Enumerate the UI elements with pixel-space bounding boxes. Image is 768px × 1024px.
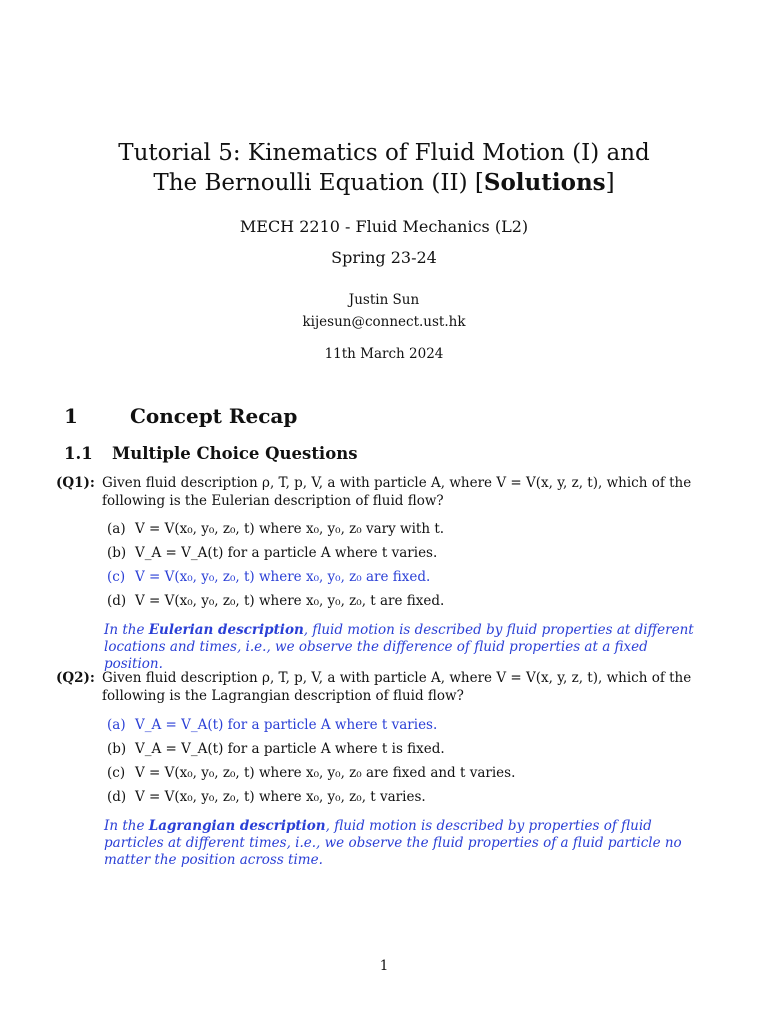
question-text: Given fluid description ρ, T, p, V, a with particle A, where V = V(x, y, z, t), which of the following is the Eulerian description of fluid flow? (102, 475, 692, 509)
explanation-text: , fluid motion is described by properties of fluid particles at different times, i.e., we observe the fluid properties of a fluid particle no matter the position across time. (104, 818, 682, 868)
option-text: V = V(x₀, y₀, z₀, t) where x₀, y₀, z₀, t varies. (135, 789, 426, 805)
explanation-term: Eulerian description (148, 622, 304, 638)
q2-option-d (107, 788, 707, 806)
q2-explanation (104, 818, 707, 869)
question-2 (56, 669, 706, 705)
subsection-number: 1.1 (64, 444, 93, 463)
title-solutions: Solutions (483, 169, 606, 196)
paper-title (0, 138, 768, 198)
q2-option-c (107, 764, 707, 782)
q2-option-b (107, 740, 707, 758)
q1-option-d (107, 592, 707, 610)
q1-option-c-answer (107, 568, 707, 586)
q2-option-a-answer (107, 716, 707, 734)
term: Spring 23-24 (331, 248, 437, 267)
question-label: (Q1): (56, 475, 95, 491)
option-letter: (a) (107, 717, 126, 733)
explanation-text: , fluid motion is described by fluid properties at different locations and times, i.e., we observe the difference of fluid properties at a fixed position. (104, 622, 694, 672)
title-line-2-close: ] (605, 170, 615, 196)
page-number: 1 (379, 958, 389, 974)
option-letter: (c) (107, 569, 126, 585)
explanation-text: In the (104, 622, 149, 638)
option-text: V_A = V_A(t) for a particle A where t varies. (135, 545, 438, 561)
option-text: V_A = V_A(t) for a particle A where t varies. (135, 717, 438, 733)
option-text: V = V(x₀, y₀, z₀, t) where x₀, y₀, z₀ are fixed. (135, 569, 431, 585)
option-text: V = V(x₀, y₀, z₀, t) where x₀, y₀, z₀ vary with t. (135, 521, 445, 537)
paper-date: 11th March 2024 (324, 346, 444, 362)
option-letter: (d) (107, 593, 127, 609)
option-letter: (b) (107, 741, 127, 757)
section-number: 1 (64, 404, 78, 428)
q1-explanation (104, 622, 707, 673)
question-text: Given fluid description ρ, T, p, V, a with particle A, where V = V(x, y, z, t), which of the following is the Lagrangian description of fluid flow? (102, 670, 692, 704)
explanation-text: In the (104, 818, 149, 834)
option-letter: (d) (107, 789, 127, 805)
title-line-2-text: The Bernoulli Equation (II) [ (153, 170, 484, 196)
subsection-heading-1-1 (64, 444, 358, 463)
q1-option-b (107, 544, 707, 562)
course-name: MECH 2210 - Fluid Mechanics (L2) (239, 217, 529, 236)
q1-option-a (107, 520, 707, 538)
title-line-1: Tutorial 5: Kinematics of Fluid Motion (I) and (118, 140, 650, 166)
section-title: Concept Recap (130, 404, 298, 428)
option-letter: (a) (107, 521, 126, 537)
title-line-2 (0, 168, 768, 198)
option-text: V_A = V_A(t) for a particle A where t is fixed. (135, 741, 445, 757)
option-text: V = V(x₀, y₀, z₀, t) where x₀, y₀, z₀ are fixed and t varies. (135, 765, 516, 781)
author-email: kijesun@connect.ust.hk (302, 314, 466, 330)
explanation-term: Lagrangian description (148, 818, 326, 834)
option-text: V = V(x₀, y₀, z₀, t) where x₀, y₀, z₀, t are fixed. (135, 593, 445, 609)
question-label: (Q2): (56, 670, 95, 686)
subsection-title: Multiple Choice Questions (112, 444, 358, 463)
author-name: Justin Sun (348, 292, 420, 308)
section-heading-1 (64, 404, 297, 428)
option-letter: (c) (107, 765, 126, 781)
option-letter: (b) (107, 545, 127, 561)
question-1 (56, 474, 706, 510)
